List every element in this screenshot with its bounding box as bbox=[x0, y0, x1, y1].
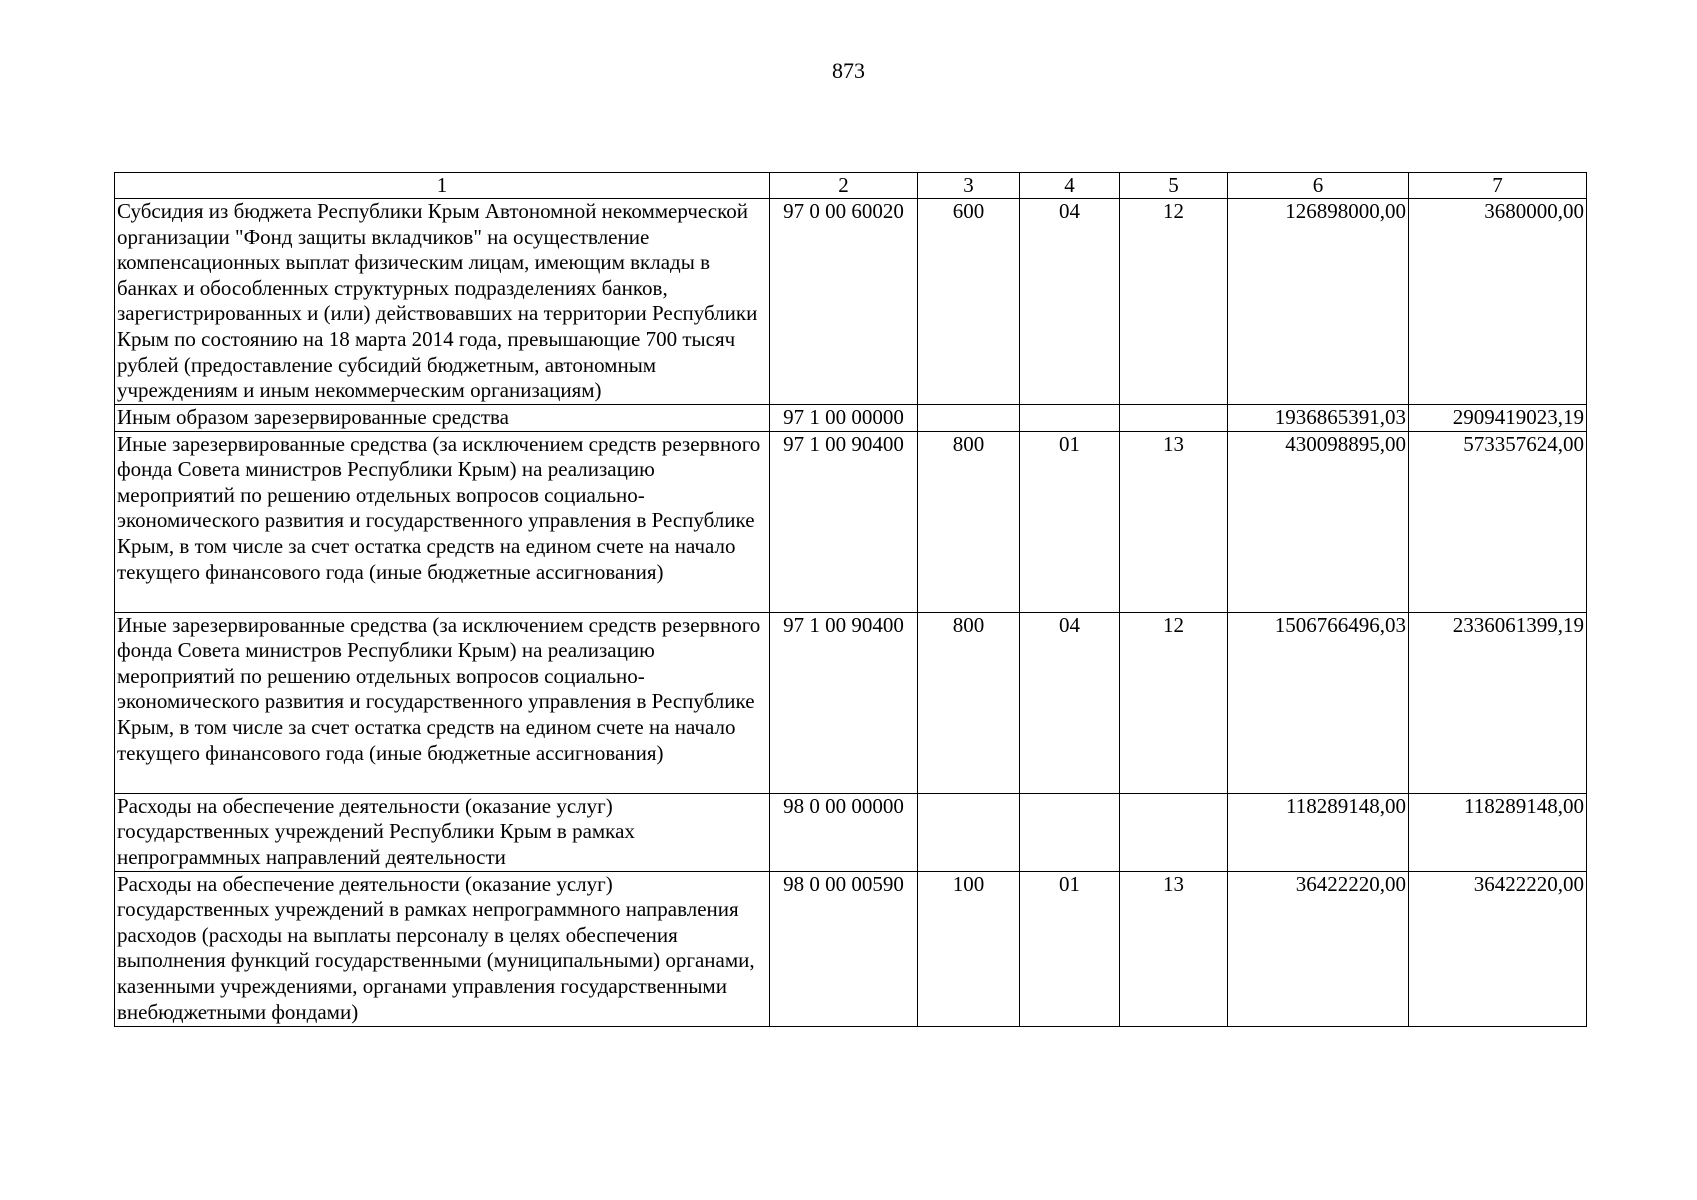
header-col-3: 3 bbox=[918, 173, 1020, 199]
row-description: Субсидия из бюджета Республики Крым Автономной некоммерческой организации "Фонд защиты вкладчиков" на осуществление компенсационных выплат физическим лицам, имеющим вклады в банках и обособленных структурных подразделениях банков, зарегистрированных и (или) действовавших на территории Республики Крым по состоянию на 18 марта 2014 года, превышающие 700 тысяч рублей (предоставление субсидий бюджетным, автономным учреждениям и иным некоммерческим организациям) bbox=[115, 199, 770, 405]
table-row bbox=[115, 871, 1587, 1026]
row-expense-type bbox=[918, 793, 1020, 871]
table-row bbox=[115, 405, 1587, 432]
row-amount-7: 118289148,00 bbox=[1409, 793, 1587, 871]
table-row bbox=[115, 431, 1587, 612]
header-col-2: 2 bbox=[770, 173, 918, 199]
page-number: 873 bbox=[832, 58, 865, 83]
row-amount-7: 36422220,00 bbox=[1409, 871, 1587, 1026]
row-section: 04 bbox=[1020, 612, 1120, 793]
row-target-code: 97 1 00 90400 bbox=[770, 612, 918, 793]
row-target-code: 97 1 00 00000 bbox=[770, 405, 918, 432]
row-amount-7: 2909419023,19 bbox=[1409, 405, 1587, 432]
row-description: Иные зарезервированные средства (за исключением средств резервного фонда Совета министров Республики Крым) на реализацию мероприятий по решению отдельных вопросов социально-экономического развития и государственного управления в Республике Крым, в том числе за счет остатка средств на едином счете на начало текущего финансового года (иные бюджетные ассигнования) bbox=[115, 431, 770, 612]
row-section: 01 bbox=[1020, 871, 1120, 1026]
row-description: Расходы на обеспечение деятельности (оказание услуг) государственных учреждений Республики Крым в рамках непрограммных направлений деятельности bbox=[115, 793, 770, 871]
header-col-4: 4 bbox=[1020, 173, 1120, 199]
row-expense-type: 600 bbox=[918, 199, 1020, 405]
row-amount-6: 36422220,00 bbox=[1228, 871, 1409, 1026]
row-amount-6: 118289148,00 bbox=[1228, 793, 1409, 871]
row-subsection bbox=[1120, 793, 1228, 871]
row-target-code: 97 0 00 60020 bbox=[770, 199, 918, 405]
header-col-5: 5 bbox=[1120, 173, 1228, 199]
row-target-code: 98 0 00 00590 bbox=[770, 871, 918, 1026]
row-subsection: 12 bbox=[1120, 612, 1228, 793]
row-subsection: 13 bbox=[1120, 871, 1228, 1026]
row-section: 04 bbox=[1020, 199, 1120, 405]
budget-table bbox=[114, 172, 1587, 1027]
header-col-7: 7 bbox=[1409, 173, 1587, 199]
header-col-1: 1 bbox=[115, 173, 770, 199]
row-subsection: 12 bbox=[1120, 199, 1228, 405]
row-description: Иным образом зарезервированные средства bbox=[115, 405, 770, 432]
table-row bbox=[115, 793, 1587, 871]
row-amount-6: 1936865391,03 bbox=[1228, 405, 1409, 432]
row-amount-7: 3680000,00 bbox=[1409, 199, 1587, 405]
row-expense-type bbox=[918, 405, 1020, 432]
row-expense-type: 800 bbox=[918, 612, 1020, 793]
row-subsection: 13 bbox=[1120, 431, 1228, 612]
row-amount-7: 2336061399,19 bbox=[1409, 612, 1587, 793]
row-description: Иные зарезервированные средства (за исключением средств резервного фонда Совета министров Республики Крым) на реализацию мероприятий по решению отдельных вопросов социально-экономического развития и государственного управления в Республике Крым, в том числе за счет остатка средств на едином счете на начало текущего финансового года (иные бюджетные ассигнования) bbox=[115, 612, 770, 793]
row-amount-6: 1506766496,03 bbox=[1228, 612, 1409, 793]
row-expense-type: 100 bbox=[918, 871, 1020, 1026]
row-expense-type: 800 bbox=[918, 431, 1020, 612]
row-target-code: 97 1 00 90400 bbox=[770, 431, 918, 612]
table-row bbox=[115, 199, 1587, 405]
row-section bbox=[1020, 793, 1120, 871]
row-subsection bbox=[1120, 405, 1228, 432]
row-amount-6: 126898000,00 bbox=[1228, 199, 1409, 405]
table-row bbox=[115, 612, 1587, 793]
header-col-6: 6 bbox=[1228, 173, 1409, 199]
row-section bbox=[1020, 405, 1120, 432]
row-section: 01 bbox=[1020, 431, 1120, 612]
row-target-code: 98 0 00 00000 bbox=[770, 793, 918, 871]
row-amount-6: 430098895,00 bbox=[1228, 431, 1409, 612]
header-row bbox=[115, 173, 1587, 199]
row-description: Расходы на обеспечение деятельности (оказание услуг) государственных учреждений в рамках непрограммного направления расходов (расходы на выплаты персоналу в целях обеспечения выполнения функций государственными (муниципальными) органами, казенными учреждениями, органами управления государственными внебюджетными фондами) bbox=[115, 871, 770, 1026]
row-amount-7: 573357624,00 bbox=[1409, 431, 1587, 612]
